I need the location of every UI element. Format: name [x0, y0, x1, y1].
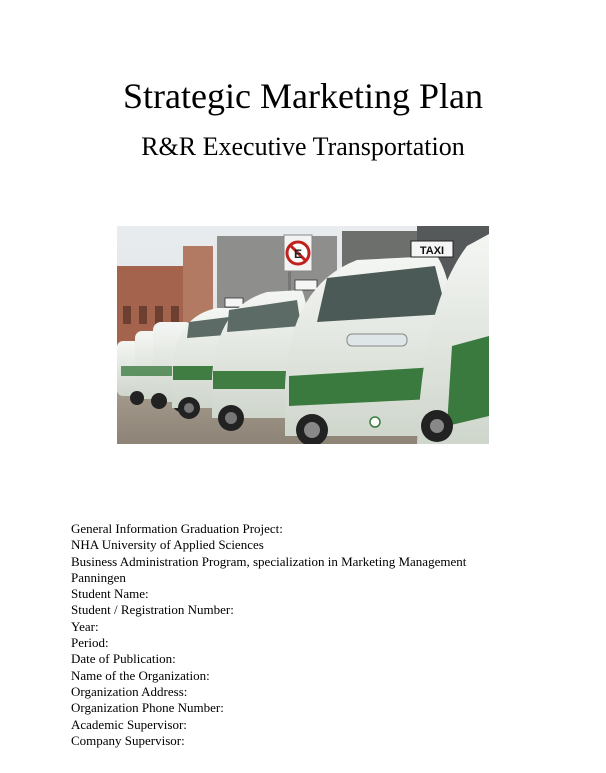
info-line-publication-date: Date of Publication: [71, 651, 176, 667]
info-line-location: Panningen [71, 569, 126, 585]
svg-text:E: E [293, 247, 303, 261]
info-line-student-name: Student Name: [71, 586, 149, 602]
info-line-university: NHA University of Applied Sciences [71, 537, 264, 553]
document-title: Strategic Marketing Plan [123, 76, 483, 116]
info-line-organization-address: Organization Address: [71, 683, 188, 699]
info-line-registration-number: Student / Registration Number: [71, 602, 234, 618]
info-line-period: Period: [71, 635, 109, 651]
info-line-organization-phone: Organization Phone Number: [71, 700, 224, 716]
info-line-academic-supervisor: Academic Supervisor: [71, 716, 187, 732]
info-line-program: Business Administration Program, specialization in Marketing Management [71, 553, 467, 569]
svg-text:TAXI: TAXI [419, 245, 445, 257]
info-line-company-supervisor: Company Supervisor: [71, 732, 185, 748]
taxi-row-photo [117, 226, 489, 444]
info-line-year: Year: [71, 618, 99, 634]
info-line-project: General Information Graduation Project: [71, 521, 283, 536]
document-subtitle: R&R Executive Transportation [141, 132, 465, 161]
info-line-organization-name: Name of the Organization: [71, 667, 210, 683]
general-information-block [71, 521, 571, 749]
